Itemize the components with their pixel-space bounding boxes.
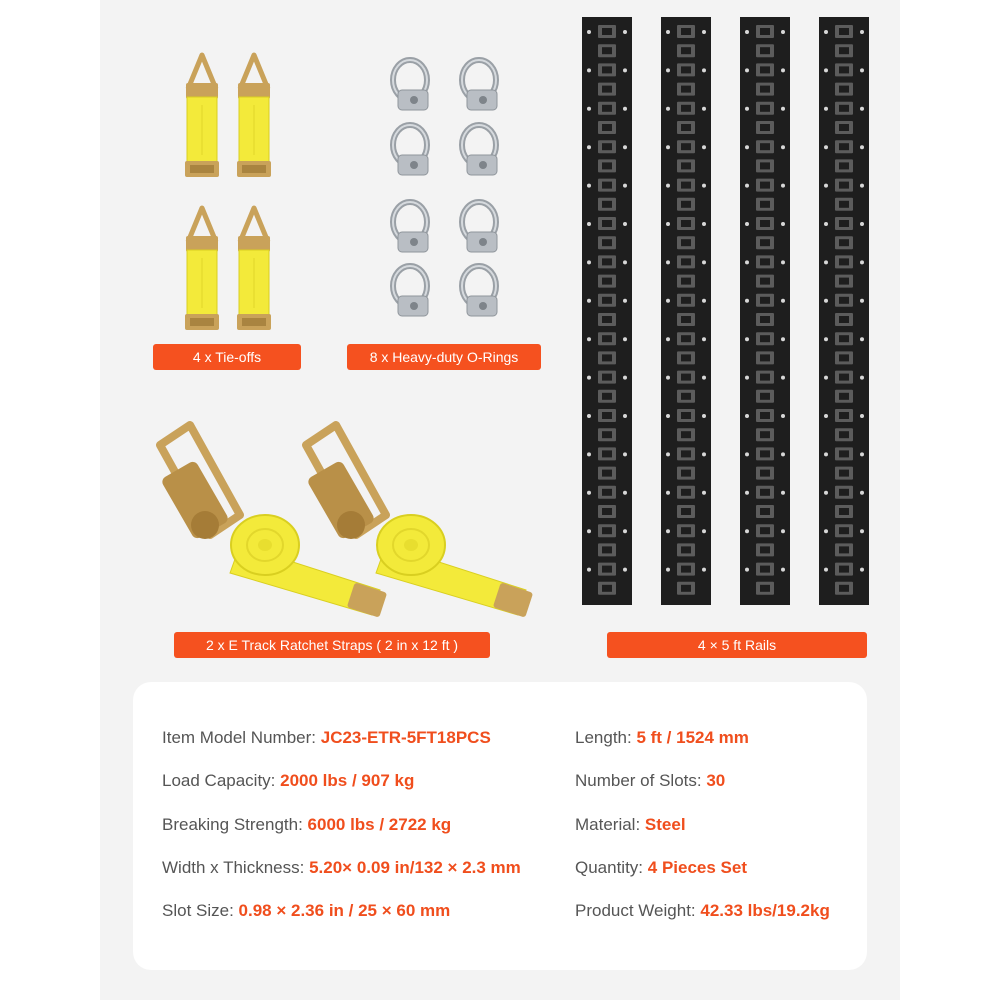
specs-card: [133, 682, 867, 970]
tie-offs-label: 4 x Tie-offs: [153, 344, 301, 370]
spec-number-of-slots: Number of Slots: 30: [575, 771, 726, 790]
spec-slot-size: Slot Size: 0.98 × 2.36 in / 25 × 60 mm: [162, 901, 451, 920]
spec-width-thickness: Width x Thickness: 5.20× 0.09 in/132 × 2.3 mm: [162, 858, 521, 877]
spec-length: Length: 5 ft / 1524 mm: [575, 728, 749, 747]
spec-load-capacity: Load Capacity: 2000 lbs / 907 kg: [162, 771, 415, 790]
spec-product-weight: Product Weight: 42.33 lbs/19.2kg: [575, 901, 830, 920]
ratchet-straps-label: 2 x E Track Ratchet Straps ( 2 in x 12 ft ): [174, 632, 490, 658]
spec-material: Material: Steel: [575, 815, 686, 834]
rails-label: 4 × 5 ft Rails: [607, 632, 867, 658]
spec-model: Item Model Number: JC23-ETR-5FT18PCS: [162, 728, 491, 747]
spec-breaking-strength: Breaking Strength: 6000 lbs / 2722 kg: [162, 815, 452, 834]
spec-quantity: Quantity: 4 Pieces Set: [575, 858, 748, 877]
o-rings-label: 8 x Heavy-duty O-Rings: [347, 344, 541, 370]
